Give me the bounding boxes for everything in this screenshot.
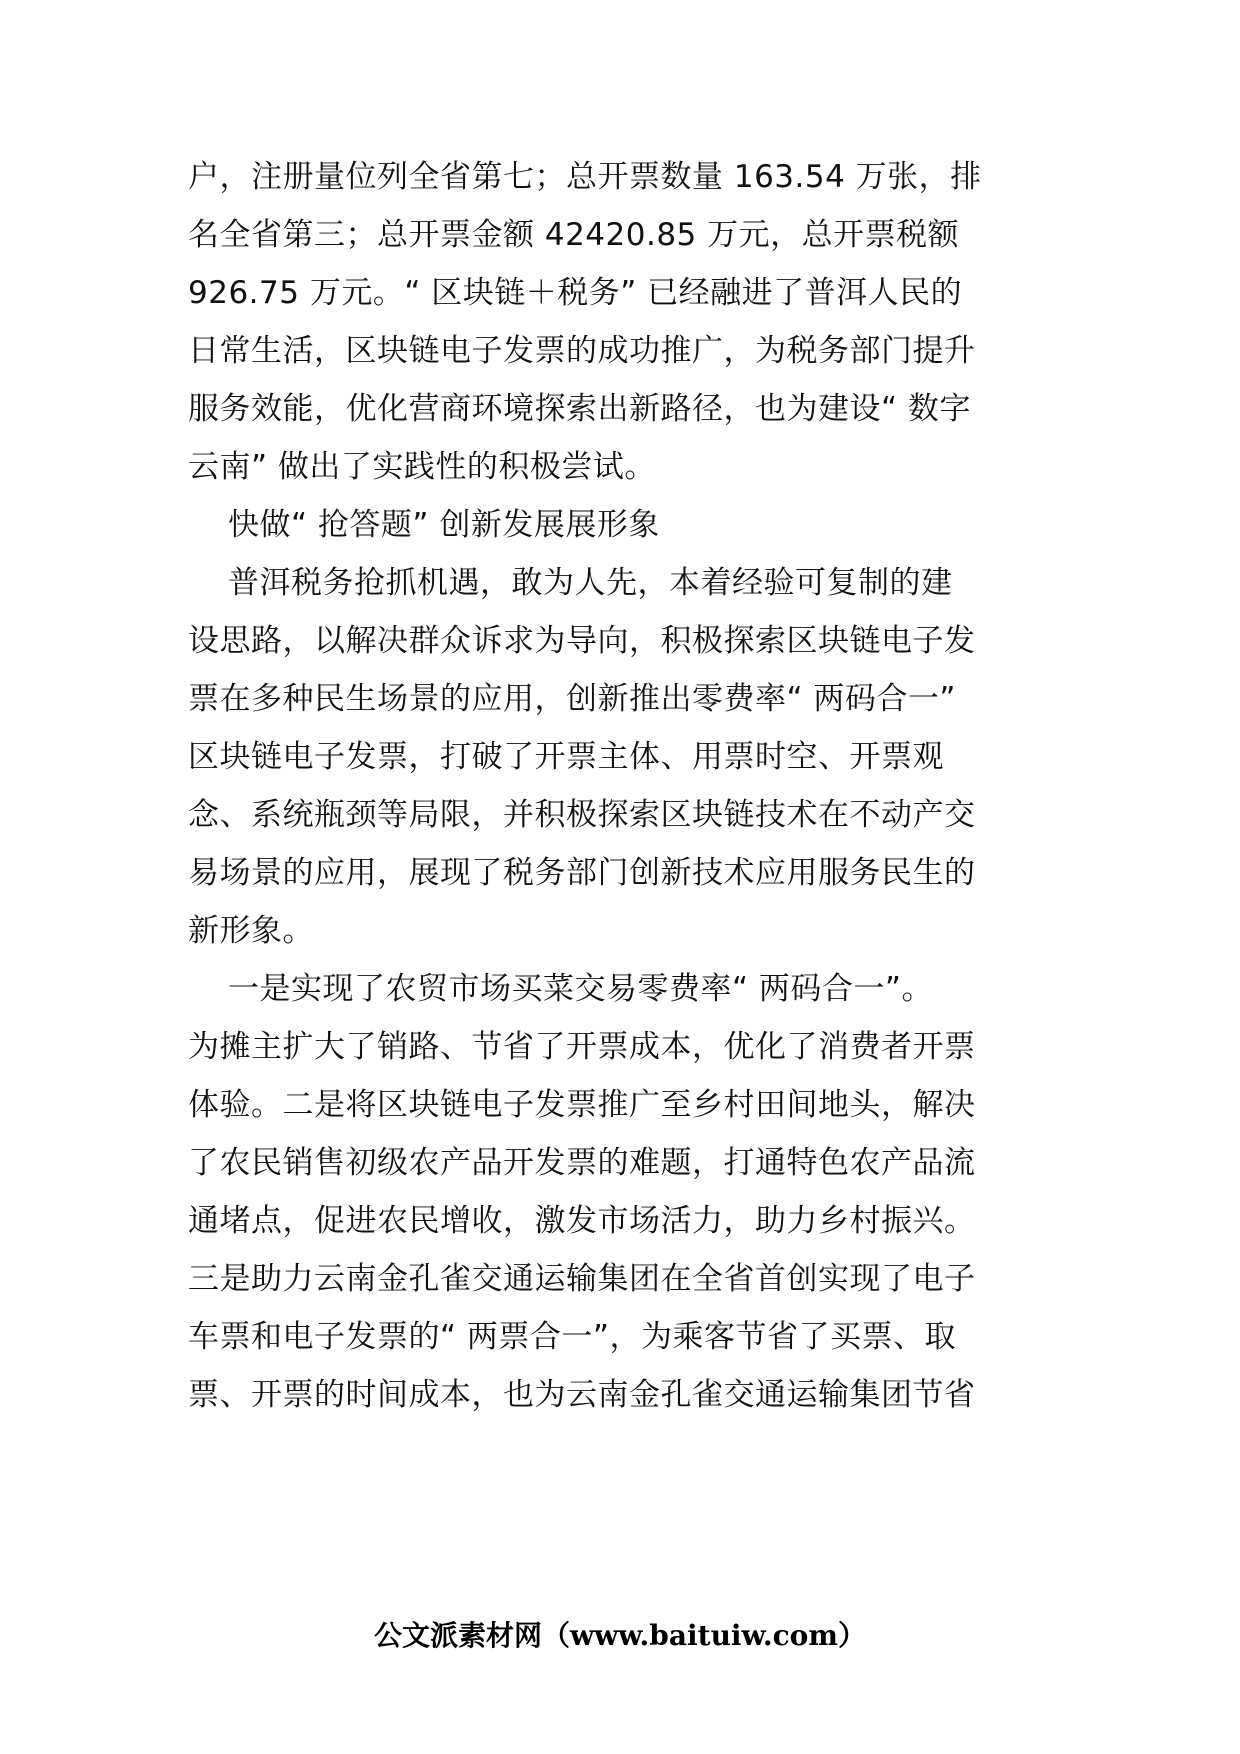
text-line: 设思路，以解决群众诉求为导向，积极探索区块链电子发 (188, 623, 976, 659)
text-line: 车票和电子发票的“ 两票合一”，为乘客节省了买票、取 (188, 1319, 956, 1355)
text-line: 日常生活，区块链电子发票的成功推广，为税务部门提升 (188, 333, 976, 369)
text-line: 一是实现了农贸市场买菜交易零费率“ 两码合一”。 (228, 971, 933, 1007)
text-line: 云南” 做出了实践性的积极尝试。 (188, 449, 656, 485)
text-line: 了农民销售初级农产品开发票的难题，打通特色农产品流 (188, 1145, 976, 1181)
text-line: 名全省第三；总开票金额 42420.85 万元，总开票税额 (188, 217, 960, 253)
section-heading: 快做“ 抢答题” 创新发展展形象 (228, 507, 660, 543)
text-line: 户，注册量位列全省第七；总开票数量 163.54 万张，排 (188, 159, 982, 195)
text-line: 为摊主扩大了销路、节省了开票成本，优化了消费者开票 (188, 1029, 976, 1065)
text-line: 三是助力云南金孔雀交通运输集团在全省首创实现了电子 (188, 1261, 976, 1297)
text-line: 体验。二是将区块链电子发票推广至乡村田间地头，解决 (188, 1087, 976, 1123)
text-line: 服务效能，优化营商环境探索出新路径，也为建设“ 数字 (188, 391, 971, 427)
text-line: 普洱税务抢抓机遇，敢为人先，本着经验可复制的建 (228, 565, 953, 601)
text-line: 区块链电子发票，打破了开票主体、用票时空、开票观 (188, 739, 944, 775)
text-line: 票、开票的时间成本，也为云南金孔雀交通运输集团节省 (188, 1377, 976, 1413)
text-line: 念、系统瓶颈等局限，并积极探索区块链技术在不动产交 (188, 797, 976, 833)
text-line: 易场景的应用，展现了税务部门创新技术应用服务民生的 (188, 855, 976, 891)
footer-watermark: 公文派素材网（www.baituiw.com） (374, 1619, 866, 1652)
text-line: 926.75 万元。“ 区块链＋税务” 已经融进了普洱人民的 (188, 275, 963, 311)
text-line: 新形象。 (188, 913, 314, 949)
text-line: 通堵点，促进农民增收，激发市场活力，助力乡村振兴。 (188, 1203, 976, 1239)
text-line: 票在多种民生场景的应用，创新推出零费率“ 两码合一” (188, 681, 956, 717)
